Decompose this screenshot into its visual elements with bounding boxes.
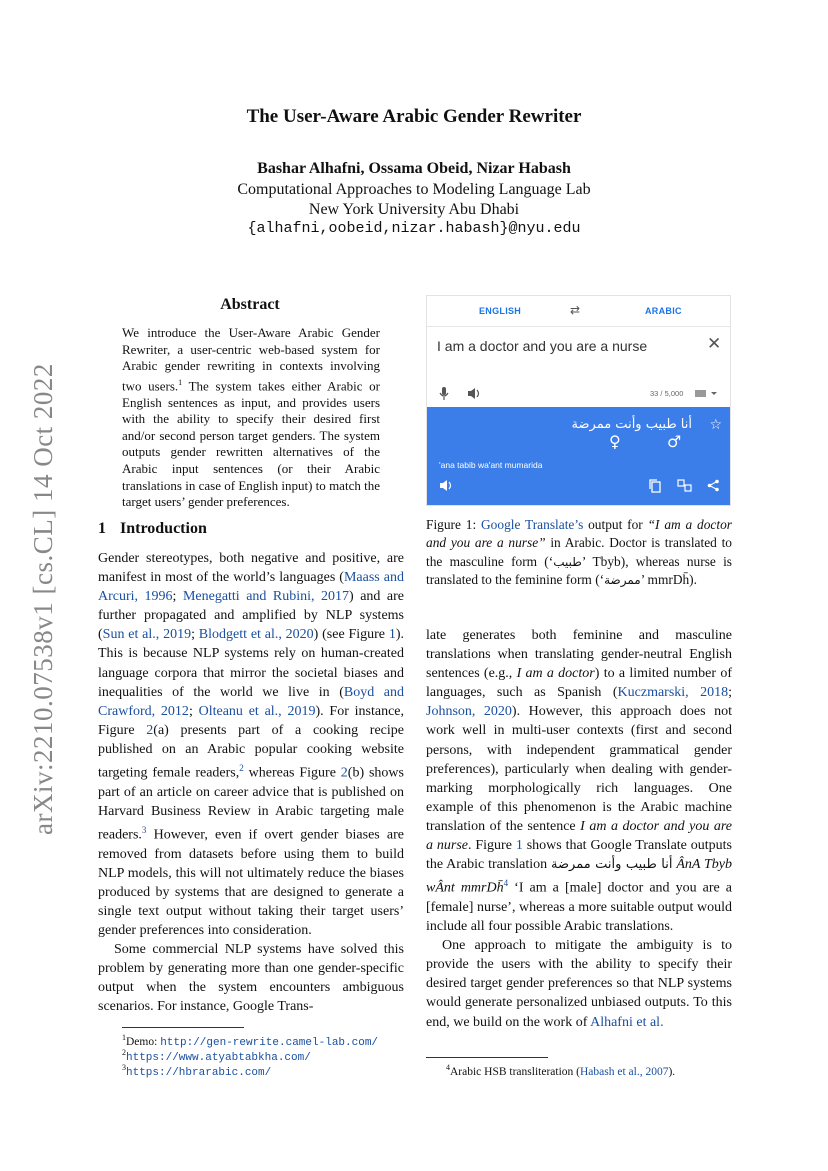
swap-languages-icon[interactable]: ⇄	[570, 303, 581, 317]
figure-ref-link[interactable]: 1	[515, 838, 523, 854]
author-list: Bashar Alhafni, Ossama Obeid, Nizar Habash	[257, 160, 571, 177]
arabic-translation: أنا طبيب وأنت ممرضة	[571, 417, 692, 432]
footnote-2: $^2$https://www.atyabtabkha.com/	[122, 1048, 311, 1064]
input-toolbar	[427, 382, 730, 406]
paper-title: The User-Aware Arabic Gender Rewriter	[246, 106, 582, 127]
tab-source-language[interactable]: ENGLISH	[479, 306, 522, 316]
figure-ref-link[interactable]: 2	[340, 765, 348, 781]
clear-close-icon[interactable]: ✕	[707, 334, 722, 353]
figure-ref-link[interactable]: 1	[388, 627, 396, 643]
google-translate-link[interactable]: Google Translate’s	[481, 517, 584, 532]
source-text-input[interactable]: I am a doctor and you are a nurse	[437, 338, 648, 354]
footnote-url[interactable]: https://www.atyabtabkha.com/	[126, 1051, 311, 1064]
footnote-divider	[122, 1027, 244, 1028]
footnote-ref-3[interactable]: 3	[141, 824, 147, 835]
citation-link[interactable]: Sun et al., 2019	[102, 627, 192, 643]
citation-link[interactable]: Olteanu et al., 2019	[198, 703, 316, 719]
left-column-body: Gender stereotypes, both negative and positive, are manifest in most of the world’s languages (Maass and Arcuri, 1996; Menegatti and Rubini, 2017) and are further propagated and amplified by NLP systems (Sun et al., 2019; Blodgett et al., 2020) (see Figure 1). This is because NLP systems rely on human-created language corpora that mirror the societal biases and inequalities of the world we live in (Boyd and Crawford, 2012; Olteanu et al., 2019). For instance, Figure 2(a) presents part of a cooking recipe published on an Arabic popular cooking website targeting female readers,$^2$ whereas Figure 2(b) shows part of an article on career advice that is published on Harvard Business Review in Arabic targeting male readers.$^3$ However, even if overt gender biases are removed from datasets before using them to build NLP models, this will not ultimately reduce the biases produced by systems that are designed to generate a single text output without taking their target users’ gender preferences into consideration. Some commercial NLP systems have solved this problem by generating more than one gender-specific output when the system encounters ambiguous scenarios. For instance, Google Trans-	[98, 551, 405, 1015]
citation-link[interactable]: Alhafni et al.	[590, 1014, 664, 1030]
figure-caption: Figure 1: Google Translate’s output for “I am a doctor and you are a nurse” in Arabic. Doctor is translated to the masculine form (‘طبيب’ Tbyb), whereas nurse is translated to the feminine form (‘ممرضة’ mmrDh̄).	[426, 517, 732, 587]
citation-link[interactable]: Johnson, 2020	[426, 704, 512, 720]
footnote-ref-4[interactable]: 4	[503, 878, 509, 889]
language-tabs	[427, 296, 730, 327]
arxiv-identifier: arXiv:2210.07538v1 [cs.CL] 14 Oct 2022	[28, 363, 58, 835]
demo-link[interactable]: http://gen-rewrite.camel-lab.com/	[160, 1036, 379, 1049]
institution: New York University Abu Dhabi	[308, 201, 520, 218]
male-symbol-icon: ♂	[667, 432, 682, 451]
female-symbol-icon: ♀	[609, 432, 621, 451]
footnote-ref-1[interactable]: 1	[178, 377, 183, 387]
star-icon[interactable]: ☆	[709, 416, 722, 432]
abstract-heading: Abstract	[220, 296, 280, 313]
feedback-icon[interactable]	[677, 479, 692, 492]
section-heading: 1 Introduction	[98, 520, 207, 537]
abstract-body: We introduce the User-Aware Arabic Gender Rewriter, a user-centric web-based system for Arabic gender rewriting in contexts involving two users.$^1$ The system takes either Arabic or English sentences as input, and provides users with the ability to specify their desired first and/or second person target genders. The system outputs gender rewritten alternatives of the Arabic input sentences (or their Arabic translations in case of English input) to match the target users’ gender preferences.	[122, 325, 381, 510]
footnote-divider	[426, 1057, 548, 1058]
footnote-1: $^1$Demo: http://gen-rewrite.camel-lab.com/	[122, 1033, 379, 1049]
figure-ref-link[interactable]: 2	[146, 722, 154, 738]
google-translate-figure	[426, 295, 731, 506]
right-column-body: late generates both feminine and masculine translations when translating gender-neutral English sentences (e.g., I am a doctor) to a limited number of languages, such as Spanish (Kuczmarski, 2018; Johnson, 2020). However, this approach does not work well in multi-user contexts (first and second persons, with independent grammatical gender preferences), particularly when dealing with gender-marking morphologically rich languages. One example of this phenomenon is the Arabic machine translation of the sentence I am a doctor and you are a nurse. Figure 1 shows that Google Translate outputs the Arabic translation أنا طبيب وأنت ممرضة ÂnA Tbyb wÂnt mmrDh̄$^4$ ‘I am a [male] doctor and you are a [female] nurse’, whereas a more suitable output would include all four possible Arabic translations. One approach to mitigate the ambiguity is to provide the users with the ability to specify their desired target gender preferences so that NLP systems would generate personalized unbiased outputs. To this end, we build on the work of Alhafni et al.	[426, 628, 732, 1030]
citation-link[interactable]: Menegatti and Rubini, 2017	[182, 589, 350, 605]
citation-link[interactable]: Blodgett et al., 2020	[198, 627, 314, 643]
affiliation: Computational Approaches to Modeling Language Lab	[237, 181, 591, 198]
citation-link[interactable]: Kuczmarski, 2018	[617, 685, 729, 701]
speaker-icon[interactable]	[439, 479, 453, 492]
copy-icon[interactable]	[649, 479, 661, 493]
citation-link[interactable]: Habash et al., 2007	[579, 1065, 669, 1078]
footnote-ref-2[interactable]: 2	[239, 763, 244, 774]
citation-link[interactable]: Boyd and Crawford, 2012	[98, 684, 404, 719]
speaker-icon[interactable]	[467, 387, 481, 400]
transliteration-text: 'ana tabib wa'ant mumarida	[439, 460, 543, 470]
tab-target-language[interactable]: ARABIC	[645, 306, 682, 316]
author-email: {alhafni,oobeid,nizar.habash}@nyu.edu	[247, 220, 581, 237]
translation-output-panel	[427, 407, 730, 505]
citation-link[interactable]: Maass and Arcuri, 1996	[98, 570, 404, 605]
share-icon[interactable]	[707, 479, 720, 492]
footnote-url[interactable]: https://hbrarabic.com/	[126, 1066, 272, 1079]
keyboard-dropdown-icon[interactable]	[695, 390, 719, 398]
footnote-4: $^4$Arabic HSB transliteration (Habash et al., 2007).	[446, 1063, 676, 1078]
character-count: 33 / 5,000	[650, 389, 684, 398]
footnote-3: $^3$https://hbrarabic.com/	[122, 1063, 272, 1079]
microphone-icon[interactable]	[439, 387, 449, 401]
